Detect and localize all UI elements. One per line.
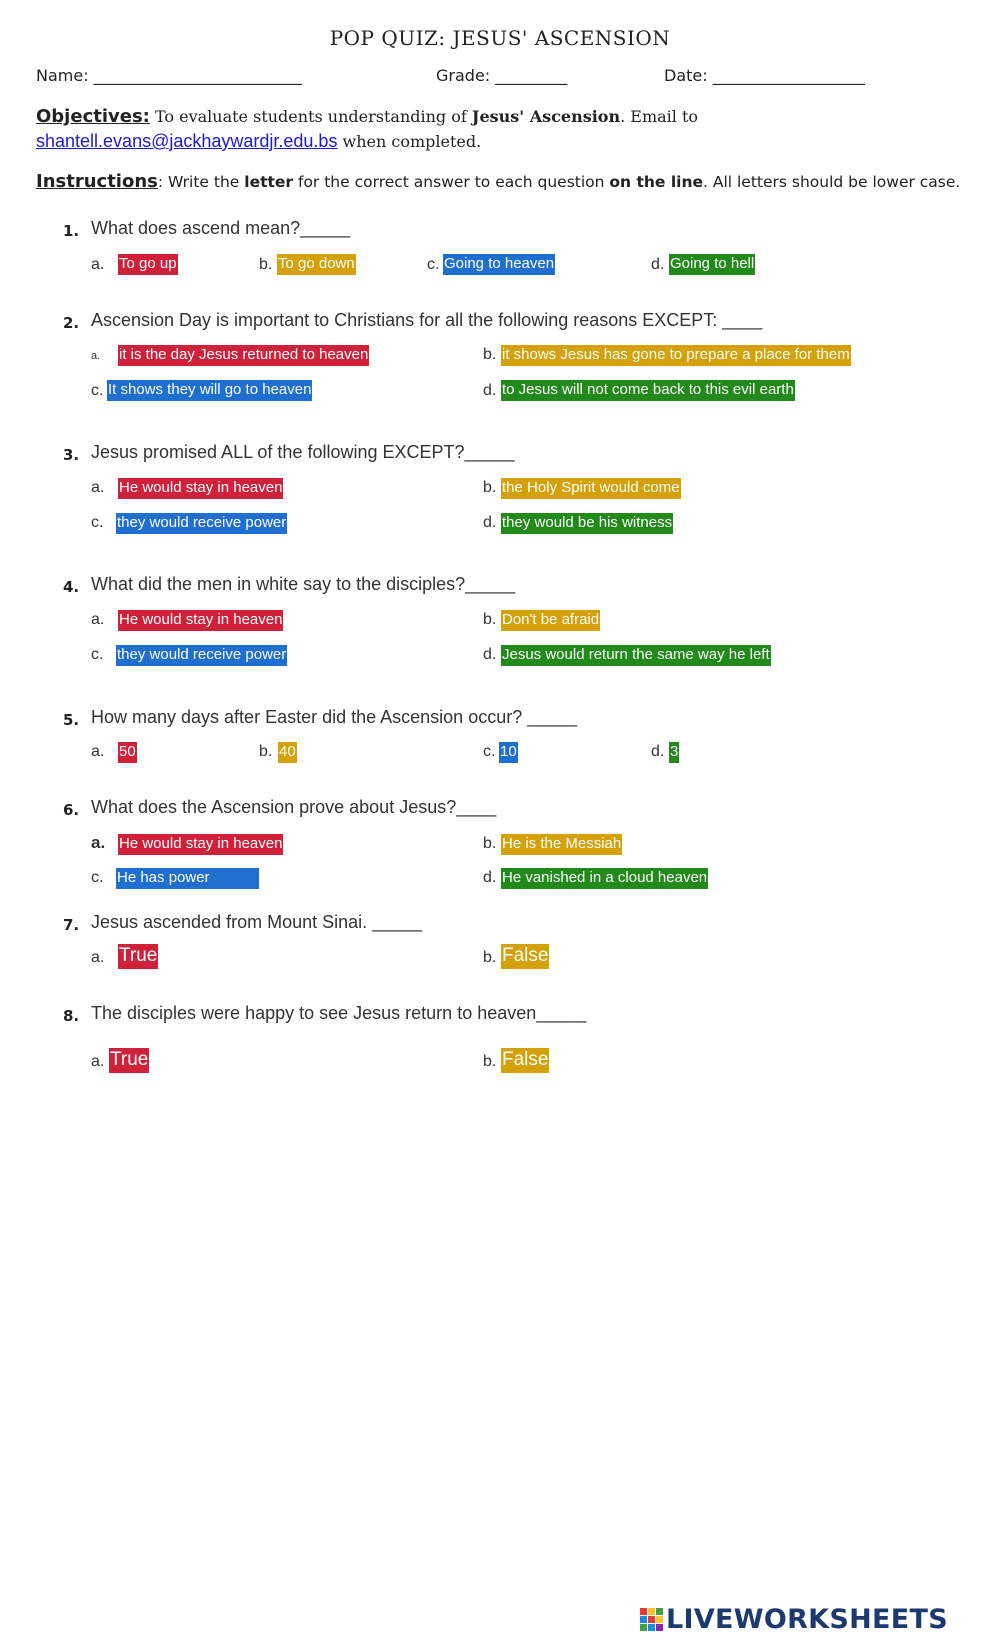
option-letter: b. bbox=[483, 346, 497, 363]
logo-cell bbox=[648, 1624, 655, 1631]
option-letter: d. bbox=[483, 869, 497, 886]
option-letter: b. bbox=[483, 949, 497, 966]
question-text: What does ascend mean?_____ bbox=[91, 218, 351, 238]
objectives-line2 bbox=[36, 131, 481, 152]
logo-grid-icon bbox=[640, 1608, 663, 1631]
date-field-row bbox=[664, 66, 865, 85]
option-letter: b. bbox=[483, 835, 497, 852]
objectives-text2: . Email to bbox=[620, 107, 699, 126]
question-number: 7. bbox=[63, 916, 80, 934]
option-answer[interactable]: it is the day Jesus returned to heaven bbox=[118, 345, 369, 366]
option-answer[interactable]: 10 bbox=[499, 742, 518, 763]
instructions-text: . All letters should be lower case. bbox=[703, 173, 961, 191]
option-answer[interactable]: It shows they will go to heaven bbox=[107, 380, 312, 401]
option-answer[interactable]: False bbox=[501, 1048, 549, 1073]
option-letter: d. bbox=[651, 743, 665, 760]
logo-cell bbox=[640, 1608, 647, 1615]
instructions-bold: on the line bbox=[609, 173, 703, 191]
question-text: What does the Ascension prove about Jesus?____ bbox=[91, 797, 497, 817]
option-answer[interactable]: He would stay in heaven bbox=[118, 478, 283, 499]
option-letter: d. bbox=[483, 514, 497, 531]
option-answer[interactable]: they would receive power bbox=[116, 513, 287, 534]
objectives-label: Objectives: bbox=[36, 106, 150, 127]
instructions-text: for the correct answer to each question bbox=[293, 173, 610, 191]
option-letter: b. bbox=[259, 743, 273, 760]
logo-cell bbox=[656, 1616, 663, 1623]
option-letter: a. bbox=[91, 949, 105, 966]
question-number: 4. bbox=[63, 578, 80, 596]
option-letter: d. bbox=[651, 256, 665, 273]
option-answer[interactable]: they would receive power bbox=[116, 645, 287, 666]
option-letter: c. bbox=[427, 256, 440, 273]
grade-label: Grade: bbox=[436, 66, 491, 85]
option-letter: b. bbox=[483, 1053, 497, 1070]
date-line[interactable]: ___________________ bbox=[712, 66, 865, 85]
grade-line[interactable]: _________ bbox=[495, 66, 568, 85]
option-answer[interactable]: they would be his witness bbox=[501, 513, 673, 534]
option-answer[interactable]: Don't be afraid bbox=[501, 610, 600, 631]
option-letter: a. bbox=[91, 350, 101, 362]
question-text: What did the men in white say to the disciples?_____ bbox=[91, 574, 516, 594]
question-text: Jesus promised ALL of the following EXCEPT?_____ bbox=[91, 442, 515, 462]
question-text: The disciples were happy to see Jesus return to heaven_____ bbox=[91, 1003, 587, 1023]
liveworksheets-logo bbox=[640, 1604, 948, 1635]
instructions-text: : Write the bbox=[157, 173, 245, 191]
option-answer[interactable]: 50 bbox=[118, 742, 137, 763]
objectives-text: To evaluate students understanding of bbox=[149, 107, 472, 126]
option-answer[interactable]: He would stay in heaven bbox=[118, 610, 283, 631]
question-number: 6. bbox=[63, 801, 80, 819]
option-answer[interactable]: to Jesus will not come back to this evil earth bbox=[501, 380, 795, 401]
logo-cell bbox=[640, 1624, 647, 1631]
option-answer[interactable]: 40 bbox=[278, 742, 297, 763]
question-number: 5. bbox=[63, 711, 80, 729]
question-text: How many days after Easter did the Ascension occur? _____ bbox=[91, 707, 578, 727]
option-letter: a. bbox=[91, 256, 105, 273]
option-answer[interactable]: the Holy Spirit would come bbox=[501, 478, 681, 499]
option-letter: c. bbox=[91, 646, 104, 663]
question-number: 8. bbox=[63, 1007, 80, 1025]
option-letter: c. bbox=[91, 382, 104, 399]
logo-cell bbox=[656, 1624, 663, 1631]
email-link[interactable]: shantell.evans@jackhaywardjr.edu.bs bbox=[36, 131, 338, 151]
question-text: Jesus ascended from Mount Sinai. _____ bbox=[91, 912, 423, 932]
date-label: Date: bbox=[664, 66, 708, 85]
instructions-label: Instructions bbox=[36, 171, 158, 192]
question-number: 3. bbox=[63, 446, 80, 464]
option-letter: b. bbox=[483, 611, 497, 628]
logo-cell bbox=[656, 1608, 663, 1615]
option-answer[interactable]: He has power bbox=[116, 868, 259, 889]
option-answer[interactable]: Jesus would return the same way he left bbox=[501, 645, 771, 666]
question-number: 1. bbox=[63, 222, 80, 240]
option-letter: d. bbox=[483, 382, 497, 399]
logo-cell bbox=[640, 1616, 647, 1623]
option-answer[interactable]: Going to heaven bbox=[443, 254, 555, 275]
option-answer[interactable]: To go up bbox=[118, 254, 178, 275]
option-letter: c. bbox=[91, 869, 104, 886]
option-answer[interactable]: He would stay in heaven bbox=[118, 834, 283, 855]
option-answer[interactable]: To go down bbox=[277, 254, 356, 275]
question-text: Ascension Day is important to Christians for all the following reasons EXCEPT: ____ bbox=[91, 310, 763, 330]
option-answer[interactable]: False bbox=[501, 944, 549, 969]
name-field-row bbox=[36, 66, 302, 85]
option-answer[interactable]: 3 bbox=[669, 742, 679, 763]
objectives-line1 bbox=[36, 106, 698, 127]
option-letter: d. bbox=[483, 646, 497, 663]
page-title: POP QUIZ: JESUS' ASCENSION bbox=[329, 26, 671, 50]
objectives-bold: Jesus' Ascension bbox=[471, 107, 621, 126]
name-line[interactable]: __________________________ bbox=[93, 66, 302, 85]
option-answer[interactable]: He vanished in a cloud heaven bbox=[501, 868, 708, 889]
instructions-bold: letter bbox=[244, 173, 294, 191]
option-letter: a. bbox=[91, 611, 105, 628]
option-letter: b. bbox=[483, 479, 497, 496]
instructions bbox=[36, 171, 960, 192]
option-answer[interactable]: True bbox=[109, 1048, 149, 1073]
option-letter: b. bbox=[259, 256, 273, 273]
option-answer[interactable]: He is the Messiah bbox=[501, 834, 622, 855]
option-answer[interactable]: it shows Jesus has gone to prepare a place for them bbox=[501, 345, 851, 366]
option-answer[interactable]: True bbox=[118, 944, 158, 969]
option-letter: c. bbox=[483, 743, 496, 760]
objectives-text3: when completed. bbox=[337, 132, 482, 151]
grade-field-row bbox=[436, 66, 567, 85]
option-answer[interactable]: Going to hell bbox=[669, 254, 755, 275]
question-number: 2. bbox=[63, 314, 80, 332]
option-letter: a. bbox=[91, 479, 105, 496]
logo-text: LIVEWORKSHEETS bbox=[665, 1604, 948, 1635]
logo-cell bbox=[648, 1608, 655, 1615]
logo-cell bbox=[648, 1616, 655, 1623]
option-letter: a. bbox=[91, 833, 106, 852]
name-label: Name: bbox=[36, 66, 89, 85]
option-letter: a. bbox=[91, 743, 105, 760]
option-letter: c. bbox=[91, 514, 104, 531]
option-letter: a. bbox=[91, 1053, 105, 1070]
